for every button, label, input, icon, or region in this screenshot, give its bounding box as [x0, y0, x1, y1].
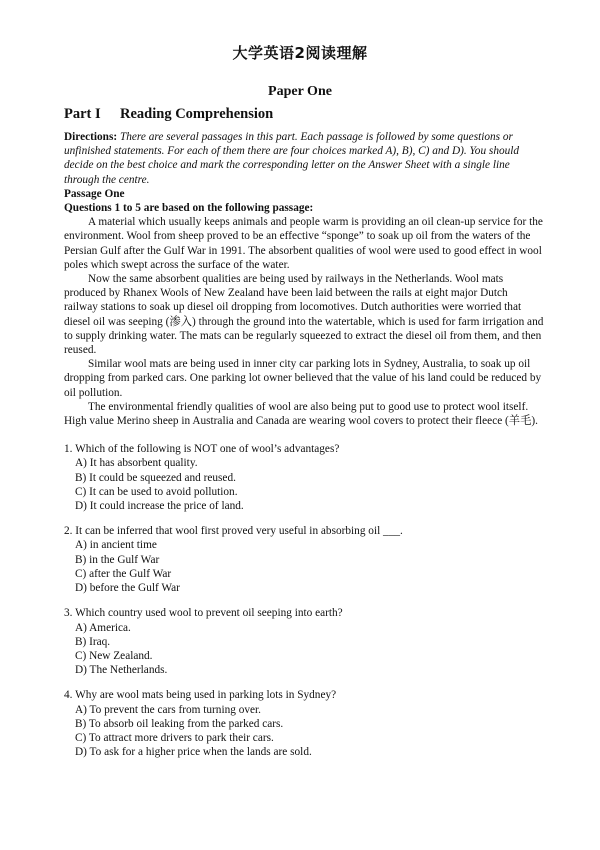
answer-option: A) It has absorbent quality.: [75, 457, 198, 470]
directions-text: There are several passages in this part. Each passage is followed by some questions or unfinished statements. For each of them there are four choices marked A), B), C) and D). You should decide on the best choice and mark the corresponding letter on the Answer Sheet with a single line through the centre.: [64, 131, 520, 186]
answer-option: A) America.: [75, 621, 131, 634]
passage-heading: Passage One: [64, 187, 125, 200]
answer-option: B) To absorb oil leaking from the parked cars.: [75, 717, 284, 730]
answer-option: A) To prevent the cars from turning over.: [75, 703, 261, 716]
question-block: [64, 524, 544, 595]
passage-paragraph: Similar wool mats are being used in inner city car parking lots in Sydney, Australia, to soak up oil dropping from parked cars. One parking lot owner believed that the value of his land could be reduced by oil pollution.: [64, 358, 542, 399]
answer-option: B) Iraq.: [75, 635, 111, 648]
passage-paragraph: A material which usually keeps animals and people warm is providing an oil clean-up service for the environment. Wool from sheep proved to be an effective “sponge” to soak up oil from the waters of the Persian Gulf after the Gulf War in 1991. The absorbent qualities of wool were used to good effect in wool poles which swept across the surface of the water.: [64, 216, 543, 271]
directions: [64, 130, 544, 187]
answer-option: C) To attract more drivers to park their cars.: [75, 731, 274, 744]
part-heading: [64, 106, 273, 123]
question-text: 2. It can be inferred that wool first proved very useful in absorbing oil ___.: [64, 525, 403, 538]
answer-option: B) in the Gulf War: [75, 553, 160, 566]
question-block: [64, 688, 544, 759]
answer-option: D) To ask for a higher price when the lands are sold.: [75, 746, 312, 759]
answer-option: D) The Netherlands.: [75, 664, 168, 677]
answer-option: C) New Zealand.: [75, 649, 153, 662]
answer-option: D) before the Gulf War: [75, 582, 180, 595]
document-title: 大学英语2阅读理解: [232, 44, 368, 62]
answer-option: C) after the Gulf War: [75, 567, 172, 580]
paper-title: Paper One: [268, 84, 332, 99]
directions-label: Directions:: [64, 131, 118, 143]
document-body: [64, 130, 544, 770]
answer-option: C) It can be used to avoid pollution.: [75, 485, 238, 498]
question-block: [64, 606, 544, 677]
question-block: [64, 442, 544, 513]
answer-option: D) It could increase the price of land.: [75, 500, 244, 513]
question-text: 3. Which country used wool to prevent oil seeping into earth?: [64, 607, 343, 620]
passage-paragraph: Now the same absorbent qualities are being used by railways in the Netherlands. Wool mats produced by Rhanex Wools of New Zealand have been laid between the rails at eight major Dutch railway stations to soak up diesel oil dropping from locomotives. Dutch authorities were worried that diesel oil was seeping (渗入) through the ground into the watertable, which is used for farm irrigation and to supply drinking water. The mats can be regularly squeezed to extract the diesel oil from them, and then reused.: [64, 273, 544, 357]
question-text: 1. Which of the following is NOT one of wool’s advantages?: [64, 443, 340, 456]
answer-option: A) in ancient time: [75, 539, 157, 552]
passage-paragraph: The environmental friendly qualities of wool are also being put to good use to protect wool itself. High value Merino sheep in Australia and Canada are wearing wool covers to protect their fleece (羊毛).: [64, 400, 538, 428]
question-text: 4. Why are wool mats being used in parking lots in Sydney?: [64, 689, 337, 702]
part-number: Part I: [64, 106, 101, 122]
answer-option: B) It could be squeezed and reused.: [75, 471, 236, 484]
passage-questions-intro: Questions 1 to 5 are based on the following passage:: [64, 202, 314, 215]
part-title: Reading Comprehension: [120, 106, 274, 122]
